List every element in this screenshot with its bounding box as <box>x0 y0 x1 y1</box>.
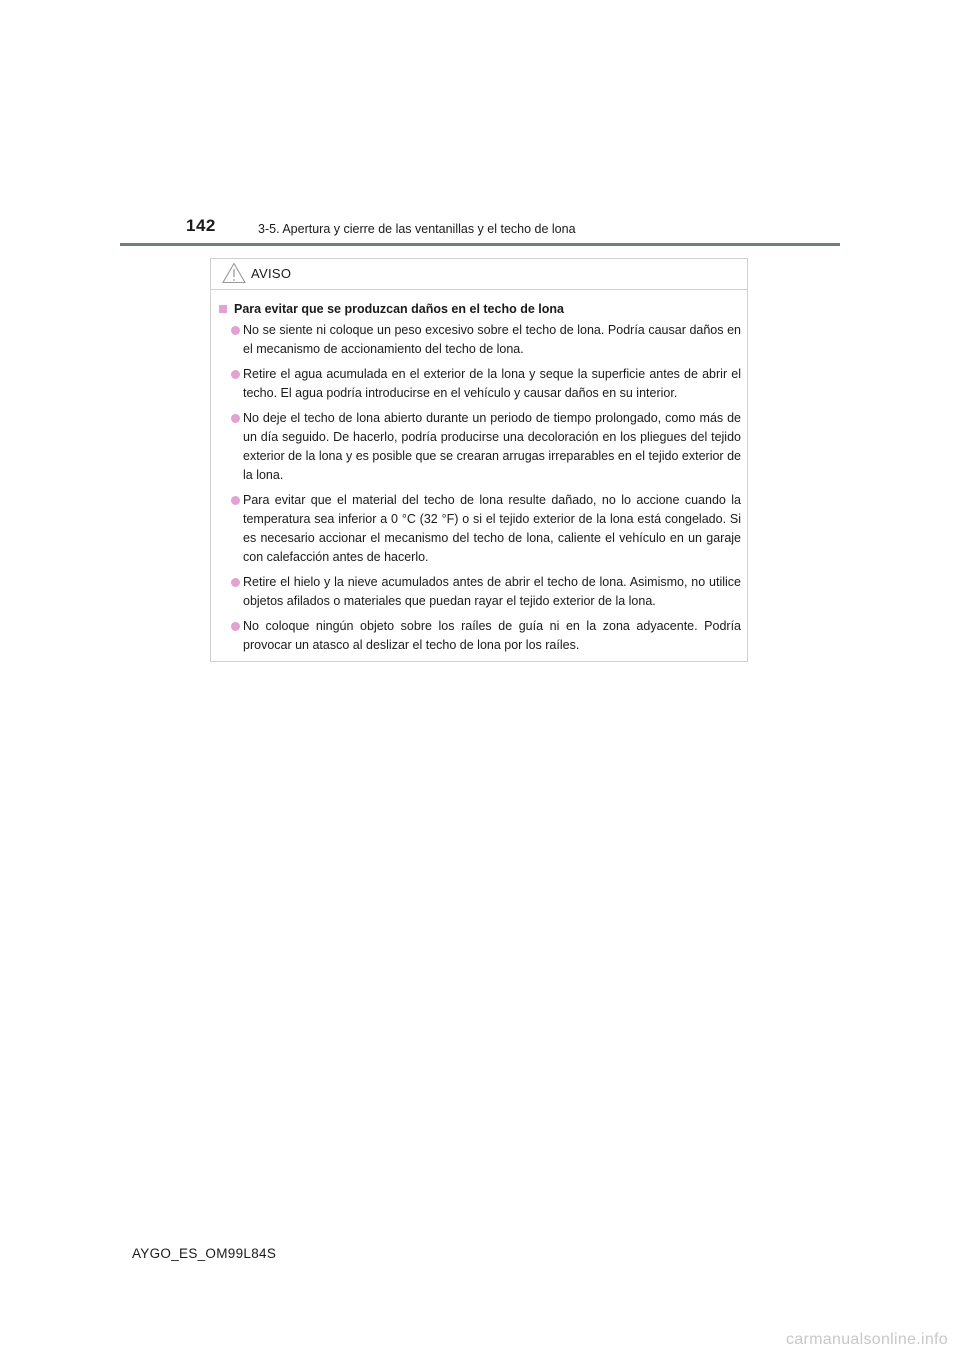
warning-list <box>219 321 741 655</box>
list-item <box>219 321 741 359</box>
list-item <box>219 491 741 567</box>
dot-bullet-icon <box>231 370 240 379</box>
list-item <box>219 573 741 611</box>
list-item <box>219 409 741 485</box>
warning-title: AVISO <box>251 266 292 281</box>
warning-header <box>211 259 747 290</box>
sub-heading-text: Para evitar que se produzcan daños en el techo de lona <box>234 302 564 316</box>
dot-bullet-icon <box>231 496 240 505</box>
header-rule <box>120 243 840 246</box>
list-item-text: No se siente ni coloque un peso excesivo sobre el techo de lona. Podría causar daños en el mecanismo de accionamiento del techo de lona. <box>243 323 741 356</box>
dot-bullet-icon <box>231 622 240 631</box>
list-item-text: No coloque ningún objeto sobre los raíles de guía ni en la zona adyacente. Podría provocar un atasco al deslizar el techo de lona por los raíles. <box>243 619 741 652</box>
list-item-text: Retire el hielo y la nieve acumulados antes de abrir el techo de lona. Asimismo, no utilice objetos afilados o materiales que puedan rayar el tejido exterior de la lona. <box>243 575 741 608</box>
warning-sub-heading <box>219 302 741 316</box>
list-item-text: Retire el agua acumulada en el exterior de la lona y seque la superficie antes de abrir el techo. El agua podría introducirse en el vehículo y causar daños en su interior. <box>243 367 741 400</box>
dot-bullet-icon <box>231 414 240 423</box>
watermark-link[interactable]: carmanualsonline.info <box>786 1331 948 1348</box>
list-item-text: No deje el techo de lona abierto durante un periodo de tiempo prolongado, como más de un día seguido. De hacerlo, podría producirse una decoloración en los pliegues del tejido exterior de la lona y es posible que se crearan arrugas irreparables en el tejido exterior de la lona. <box>243 411 741 482</box>
square-bullet-icon <box>219 305 227 313</box>
page-number: 142 <box>186 216 216 235</box>
dot-bullet-icon <box>231 578 240 587</box>
list-item-text: Para evitar que el material del techo de lona resulte dañado, no lo accione cuando la temperatura sea inferior a 0 °C (32 °F) o si el tejido exterior de la lona está congelado. Si es necesario accionar el mecanismo del techo de lona, caliente el vehículo en un garaje con calefacción antes de hacerlo. <box>243 493 741 564</box>
warning-box <box>210 258 748 662</box>
warning-triangle-icon <box>222 262 246 284</box>
dot-bullet-icon <box>231 326 240 335</box>
list-item <box>219 365 741 403</box>
section-title: 3-5. Apertura y cierre de las ventanillas y el techo de lona <box>258 222 576 236</box>
list-item <box>219 617 741 655</box>
document-code: AYGO_ES_OM99L84S <box>132 1246 277 1261</box>
warning-body <box>211 290 747 655</box>
